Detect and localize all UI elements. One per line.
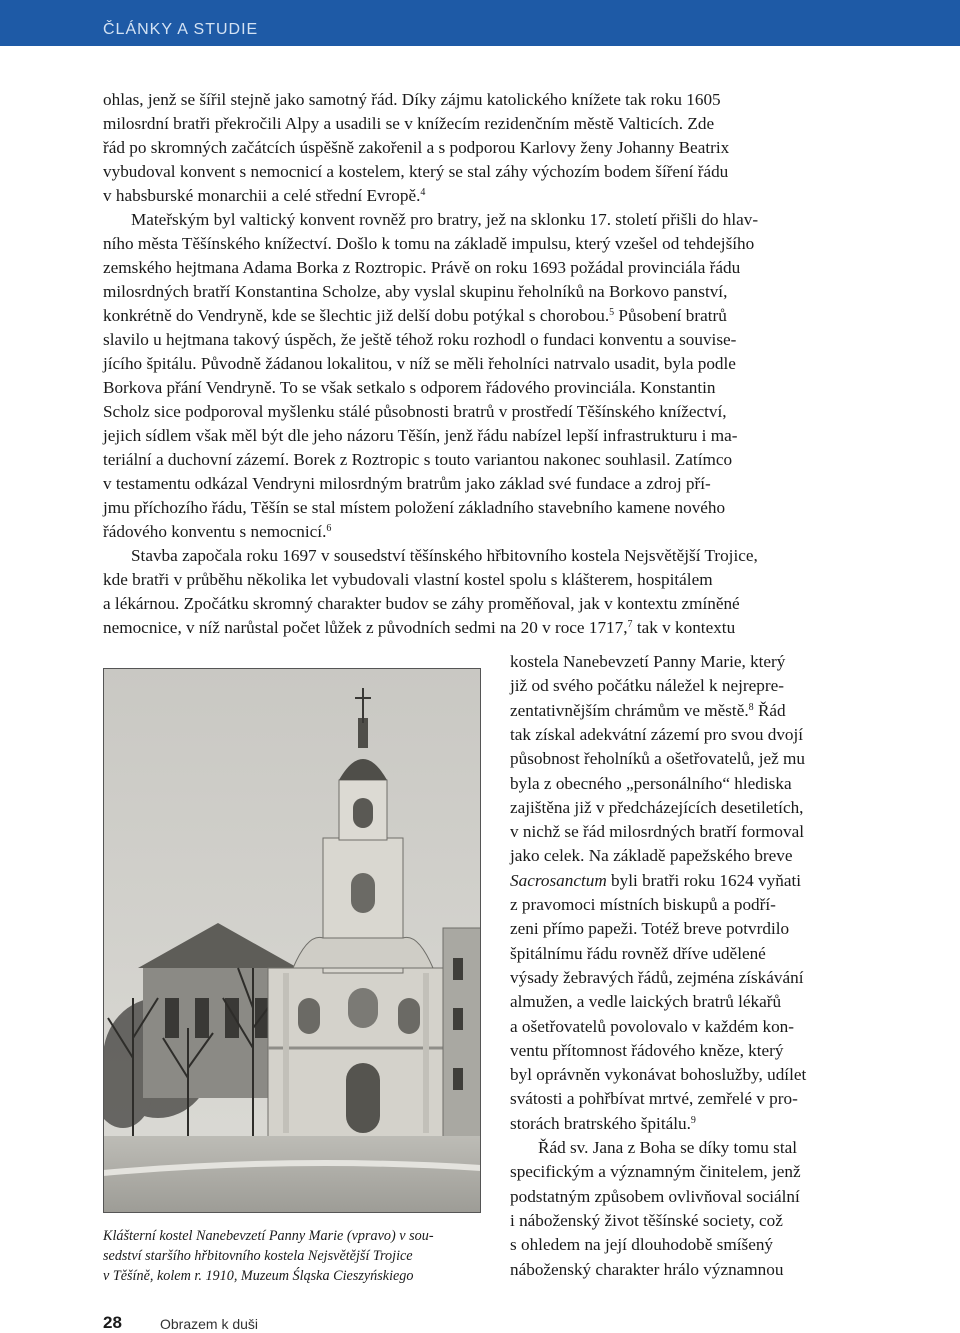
text-line: storách bratrského špitálu.$^9$ — [510, 1113, 696, 1133]
footnote-ref: 5 — [609, 307, 615, 318]
text-line: byla z obecného „personálního“ hlediska — [510, 773, 792, 793]
footnote-ref: 7 — [627, 619, 633, 630]
text-line: Řád sv. Jana z Boha se díky tomu stal — [538, 1138, 798, 1157]
text-line: almužen, a vedle laických bratrů lékařů — [510, 992, 782, 1012]
text-line: v testamentu odkázal Vendryni milosrdným bratrům jako základ své fundace a zdroj pří- — [103, 474, 711, 493]
text-line: jejich sídlem však měl být dle jeho názoru Těšín, jenž řádu nabízel lepší infrastrukturu i ma- — [103, 426, 738, 445]
adjoining-building — [443, 928, 481, 1138]
text-line: jmu příchozího řádu, Těšín se stal místem položení základního stavebního kamene nového — [103, 498, 726, 517]
footnote-ref: 9 — [690, 1114, 696, 1126]
text-line: zeni přímo papeži. Totéž breve potvrdilo — [510, 919, 790, 939]
text-line: byl oprávněn vykonávat bohoslužby, udílet — [510, 1065, 807, 1085]
text-line: z pravomoci místních biskupů a podří- — [510, 895, 776, 914]
caption-line: sedství staršího hřbitovního kostela Nejsvětější Trojice — [103, 1248, 413, 1264]
text-line: podstatným způsobem ovlivňoval sociální — [510, 1186, 800, 1206]
text-line: svátosti a pohřbívat mrtvé, zemřelé v pro- — [510, 1089, 798, 1109]
figure-caption — [103, 1226, 483, 1286]
text-line: Borkova přání Vendryně. To se však setkalo s odporem řádového provinciála. Konstantin — [103, 378, 716, 397]
text-line: ního města Těšínského knížectví. Došlo k tomu na základě impulsu, který vzešel od tehdejšího — [103, 234, 755, 253]
text-line: kde bratři v průběhu několika let vybudovali vlastní kostel spolu s klášterem, hospitálem — [103, 570, 713, 589]
text-line: ventu přítomnost řádového kněze, který — [510, 1040, 784, 1060]
text-line: tak získal adekvátní zázemí pro svou dvojí — [510, 724, 804, 744]
text-line: Mateřským byl valtický konvent rovněž pro bratry, jež na sklonku 17. století přišli do hlav- — [131, 210, 759, 229]
text-line: výsady žebravých řádů, zejména získávání — [510, 967, 804, 987]
footnote-ref: 8 — [748, 701, 754, 713]
text-line: teriální a duchovní zázemí. Borek z Roztropic s touto variantou nakonec souhlasil. Zatímco — [103, 450, 733, 469]
text-line: ohlas, jenž se šířil stejně jako samotný řád. Díky zájmu katolického knížete tak roku 1605 — [103, 90, 721, 109]
text-line: náboženský charakter hrálo významnou — [510, 1259, 784, 1279]
text-line: Sacrosanctum byli bratři roku 1624 vyňati — [510, 870, 802, 890]
text-line: jako celek. Na základě papežského breve — [510, 846, 793, 866]
page-number: 28 — [103, 1313, 122, 1332]
text-line: vybudoval konvent s nemocnicí a kostelem, který se stal záhy výchozím bodem šíření řádu — [103, 162, 729, 181]
text-line: nemocnice, v níž narůstal počet lůžek z původních sedmi na 20 v roce 1717,$^7$ tak v kontextu — [103, 618, 736, 637]
text-line: milosrdných bratří Konstantina Scholze, aby vyslal skupinu řeholníků na Borkovo panství, — [103, 282, 728, 301]
church-photograph — [103, 668, 481, 1213]
text-line: zentativnějším chrámům ve městě.$^8$ Řád — [510, 700, 786, 720]
text-line: slavilo u hejtmana takový úspěch, že ještě téhož roku rozhodl o fundaci konventu a souvise- — [103, 330, 737, 349]
text-line: Stavba započala roku 1697 v sousedství těšínského hřbitovního kostela Nejsvětější Trojice, — [131, 546, 758, 565]
text-line: řád po skromných začátcích úspěšně zakořenil a s podporou Karlovy ženy Johanny Beatrix — [103, 138, 730, 157]
text-line: specifickým a významným činitelem, jenž — [510, 1162, 801, 1182]
footnote-ref: 6 — [326, 523, 332, 534]
caption-line: Klášterní kostel Nanebevzetí Panny Marie (vpravo) v sou- — [103, 1228, 434, 1244]
text-line: řádového konventu s nemocnicí.$^6$ — [103, 522, 332, 541]
text-line: kostela Nanebevzetí Panny Marie, který — [510, 652, 786, 671]
text-line: v habsburské monarchii a celé střední Evropě.$^4$ — [103, 186, 426, 205]
text-line: a lékárnou. Zpočátku skromný charakter budov se záhy proměňoval, jak v kontextu zmíněné — [103, 594, 740, 613]
text-line: jícího špitálu. Původně žádanou lokalitou, v níž se měli řeholníci natrvalo usadit, byla podle — [103, 354, 736, 373]
text-line: zajištěna již v předcházejících desetiletích, — [510, 797, 804, 817]
footnote-ref: 4 — [420, 187, 426, 198]
ground — [103, 1136, 481, 1213]
text-line: i náboženský život těšínské society, což — [510, 1210, 783, 1230]
text-line: konkrétně do Vendryně, kde se šlechtic již delší dobu potýkal s chorobou.$^5$ Působení bratrů — [103, 306, 727, 325]
text-line: milosrdní bratři překročili Alpy a usadili se v knížecím rezidenčním městě Valticích. Zde — [103, 114, 715, 133]
section-header-bar — [0, 0, 960, 46]
text-line: Scholz sice podporoval myšlenku stálé působnosti bratrů v prostředí Těšínského knížectví, — [103, 402, 727, 421]
publication-title: Obrazem k duši — [160, 1316, 259, 1332]
text-line: působnost řeholníků a ošetřovatelů, jež mu — [510, 749, 805, 769]
text-line: s ohledem na její dlouhodobě smíšený — [510, 1235, 774, 1255]
caption-line: v Těšíně, kolem r. 1910, Muzeum Śląska Cieszyńskiego — [103, 1268, 414, 1284]
text-line: v nichž se řád milosrdných bratří formoval — [510, 822, 805, 842]
text-line: a ošetřovatelů povolovalo v každém kon- — [510, 1016, 794, 1036]
text-line: špitálnímu řádu rovněž dříve udělené — [510, 943, 766, 963]
text-line: zemského hejtmana Adama Borka z Roztropic. Právě on roku 1693 požádal provinciála řádu — [103, 258, 741, 277]
text-line: již od svého počátku náležel k nejrepre- — [510, 676, 784, 696]
section-label: ČLÁNKY A STUDIE — [103, 21, 259, 38]
